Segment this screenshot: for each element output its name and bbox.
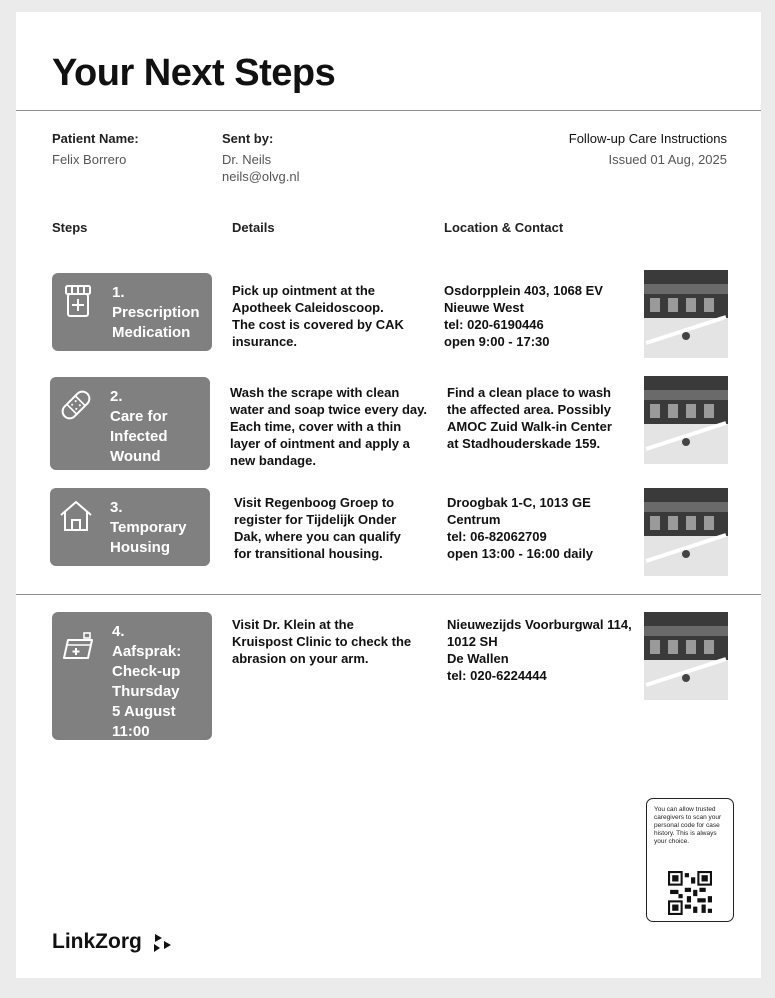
step-label: 4. Aafsprak: Check-up Thursday 5 August 11:00 (112, 623, 182, 740)
qr-code-card[interactable] (646, 798, 734, 922)
map-pin-icon (682, 674, 690, 682)
bandage-icon (58, 387, 94, 423)
map-pin-icon (682, 438, 690, 446)
brand-name: LinkZorg (52, 930, 142, 953)
qr-code-icon (668, 871, 712, 915)
column-header-details: Details (232, 220, 275, 235)
section-divider (16, 594, 761, 595)
linkzorg-logo-icon (152, 932, 174, 954)
calendar-plus-icon (60, 628, 96, 664)
house-icon (58, 498, 94, 534)
doc-heading: Follow-up Care Instructions (568, 131, 727, 146)
step-details: Visit Dr. Klein at the Kruispost Clinic to check the abrasion on your arm. (232, 617, 412, 666)
step-location: Find a clean place to wash the affected area. Possibly AMOC Zuid Walk-in Center at Stadhouderskade 159. (447, 385, 612, 451)
column-header-location: Location & Contact (444, 220, 564, 235)
qr-note: You can allow trusted caregivers to scan your personal code for case history. This is always your choice. (654, 806, 722, 845)
step-label: 3. Temporary Housing (110, 499, 187, 556)
column-header-steps: Steps (52, 220, 88, 235)
page-title: Your Next Steps (52, 52, 336, 94)
document-page (16, 12, 761, 978)
location-map-thumbnail[interactable] (644, 612, 728, 700)
step-card-prescription (52, 273, 212, 351)
patient-label: Patient Name: (52, 131, 139, 146)
sender-label: Sent by: (222, 131, 274, 146)
step-card-wound-care (50, 377, 210, 470)
step-label: 2. Care for Infected Wound (110, 388, 168, 465)
step-location: Droogbak 1-C, 1013 GE Centrum tel: 06-82062709 open 13:00 - 16:00 daily (447, 495, 593, 561)
location-map-thumbnail[interactable] (644, 488, 728, 576)
location-map-thumbnail[interactable] (644, 270, 728, 358)
sender-email[interactable]: neils@olvg.nl (222, 169, 300, 184)
location-map-thumbnail[interactable] (644, 376, 728, 464)
issued-date: Issued 01 Aug, 2025 (608, 152, 727, 167)
header-divider (16, 110, 761, 111)
patient-name: Felix Borrero (52, 152, 127, 167)
step-card-appointment (52, 612, 212, 740)
step-details: Pick up ointment at the Apotheek Caleidoscoop. The cost is covered by CAK insurance. (232, 283, 404, 349)
pill-bottle-icon (60, 283, 96, 319)
sender-name: Dr. Neils (222, 152, 272, 167)
step-card-housing (50, 488, 210, 566)
step-location: Nieuwezijds Voorburgwal 114, 1012 SH De Wallen tel: 020-6224444 (447, 617, 632, 683)
map-pin-icon (682, 332, 690, 340)
step-location: Osdorpplein 403, 1068 EV Nieuwe West tel: 020-6190446 open 9:00 - 17:30 (444, 283, 603, 349)
step-details: Wash the scrape with clean water and soap twice every day. Each time, cover with a thin layer of ointment and apply a new bandage. (230, 385, 428, 468)
step-label: 1. Prescription Medication (112, 284, 200, 341)
step-details: Visit Regenboog Groep to register for Tijdelijk Onder Dak, where you can qualify for transitional housing. (234, 495, 401, 561)
map-pin-icon (682, 550, 690, 558)
